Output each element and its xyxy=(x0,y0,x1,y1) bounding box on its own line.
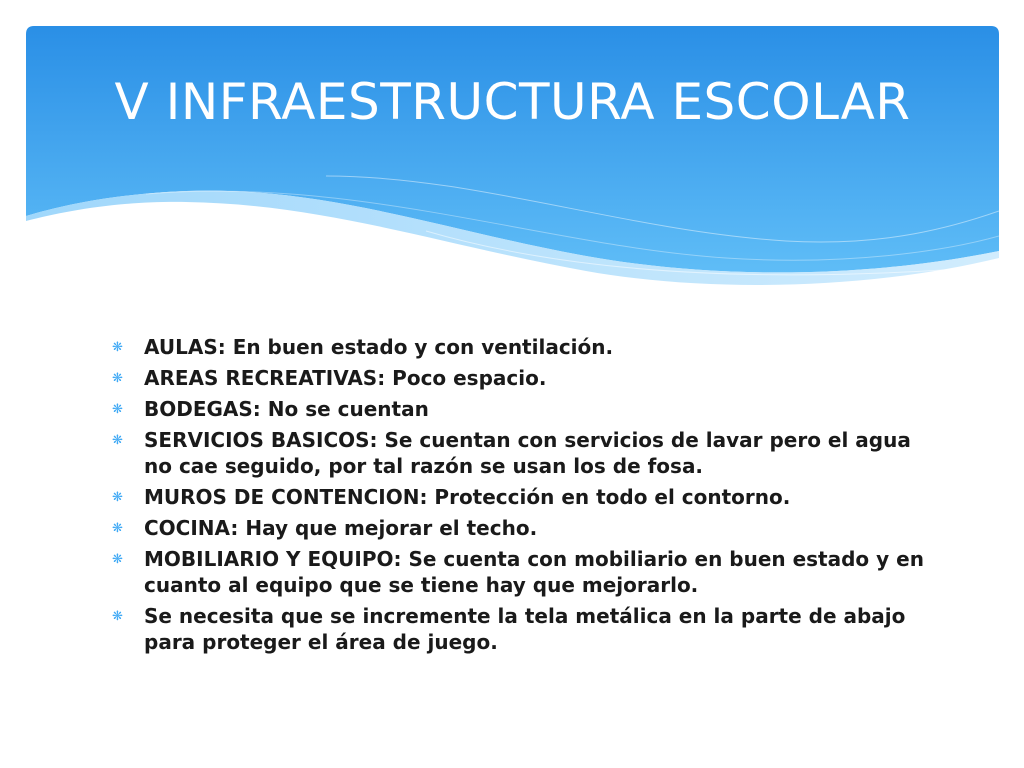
asterisk-bullet-icon: ❋ xyxy=(112,402,123,417)
bullet-text: AREAS RECREATIVAS: Poco espacio. xyxy=(144,366,547,390)
asterisk-bullet-icon: ❋ xyxy=(112,340,123,355)
asterisk-bullet-icon: ❋ xyxy=(112,490,123,505)
bullet-text: COCINA: Hay que mejorar el techo. xyxy=(144,516,538,540)
list-item xyxy=(108,396,928,422)
asterisk-bullet-icon: ❋ xyxy=(112,371,123,386)
list-item xyxy=(108,427,928,479)
bullet-text: MUROS DE CONTENCION: Protección en todo el contorno. xyxy=(144,485,791,509)
bullet-text: MOBILIARIO Y EQUIPO: Se cuenta con mobiliario en buen estado y en cuanto al equipo que se tiene hay que mejorarlo. xyxy=(144,547,924,597)
asterisk-bullet-icon: ❋ xyxy=(112,609,123,624)
list-item xyxy=(108,365,928,391)
asterisk-bullet-icon: ❋ xyxy=(112,521,123,536)
bullet-text: BODEGAS: No se cuentan xyxy=(144,397,429,421)
bullet-text: SERVICIOS BASICOS: Se cuentan con servicios de lavar pero el agua no cae seguido, por tal razón se usan los de fosa. xyxy=(144,428,911,478)
bullet-text: AULAS: En buen estado y con ventilación. xyxy=(144,335,614,359)
list-item xyxy=(108,603,928,655)
asterisk-bullet-icon: ❋ xyxy=(112,552,123,567)
list-item xyxy=(108,546,928,598)
slide-title: V INFRAESTRUCTURA ESCOLAR xyxy=(114,73,911,131)
list-item xyxy=(108,334,928,360)
bullet-text: Se necesita que se incremente la tela metálica en la parte de abajo para proteger el área de juego. xyxy=(144,604,906,654)
bullet-list xyxy=(108,334,928,660)
list-item xyxy=(108,515,928,541)
asterisk-bullet-icon: ❋ xyxy=(112,433,123,448)
list-item xyxy=(108,484,928,510)
